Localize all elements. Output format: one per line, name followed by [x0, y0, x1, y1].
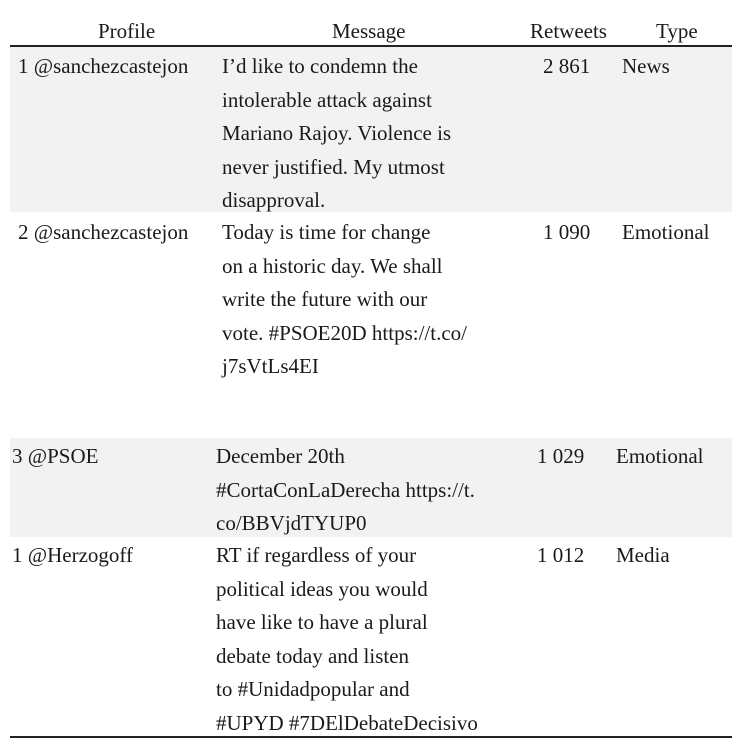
tweets-table: [10, 0, 732, 742]
message-cell: [216, 539, 478, 740]
message-cell: [222, 50, 451, 218]
message-line: on a historic day. We shall: [222, 253, 443, 278]
header-type: Type: [656, 19, 698, 43]
header-message: Message: [332, 19, 406, 43]
message-line: never justified. My utmost: [222, 154, 445, 179]
header-profile: Profile: [98, 19, 156, 43]
table-row: [10, 438, 732, 537]
type-cell: News: [622, 54, 670, 78]
message-line: intolerable attack against: [222, 87, 432, 112]
profile-cell: 1 @Herzogoff: [12, 543, 133, 567]
message-line: have like to have a plural: [216, 610, 428, 634]
message-line: political ideas you would: [216, 576, 428, 601]
message-line: j7sVtLs4EI: [222, 354, 319, 378]
profile-cell: 2 @sanchezcastejon: [18, 220, 189, 244]
message-line: Today is time for change: [222, 220, 431, 244]
retweets-cell: 1 012: [537, 543, 585, 567]
message-cell: [216, 440, 475, 541]
message-line: to #Unidadpopular and: [216, 677, 410, 701]
profile-cell: 1 @sanchezcastejon: [18, 54, 189, 78]
message-line: debate today and listen: [216, 643, 410, 668]
type-cell: Media: [616, 543, 670, 567]
table-row: [10, 537, 732, 736]
message-cell: [222, 216, 467, 384]
message-line: RT if regardless of your: [216, 543, 417, 567]
retweets-cell: 2 861: [543, 54, 591, 78]
type-cell: Emotional: [622, 220, 710, 244]
message-line: vote. #PSOE20D https://t.co/: [222, 320, 468, 345]
message-line: write the future with our: [222, 287, 428, 311]
message-line: #CortaConLaDerecha https://t.: [216, 477, 475, 502]
message-line: December 20th: [216, 444, 345, 468]
bottom-rule: [10, 736, 732, 738]
message-line: #UPYD #7DElDebateDecisivo: [216, 710, 478, 735]
header-retweets: Retweets: [530, 19, 607, 43]
profile-cell: 3 @PSOE: [12, 444, 99, 468]
retweets-cell: 1 090: [543, 220, 591, 244]
table-row: [10, 47, 732, 212]
message-line: co/BBVjdTYUP0: [216, 511, 367, 535]
message-line: disapproval.: [222, 188, 326, 212]
message-line: Mariano Rajoy. Violence is: [222, 121, 452, 145]
message-line: I’d like to condemn the: [222, 54, 418, 78]
type-cell: Emotional: [616, 444, 704, 468]
table-row: [10, 212, 732, 438]
retweets-cell: 1 029: [537, 444, 585, 468]
